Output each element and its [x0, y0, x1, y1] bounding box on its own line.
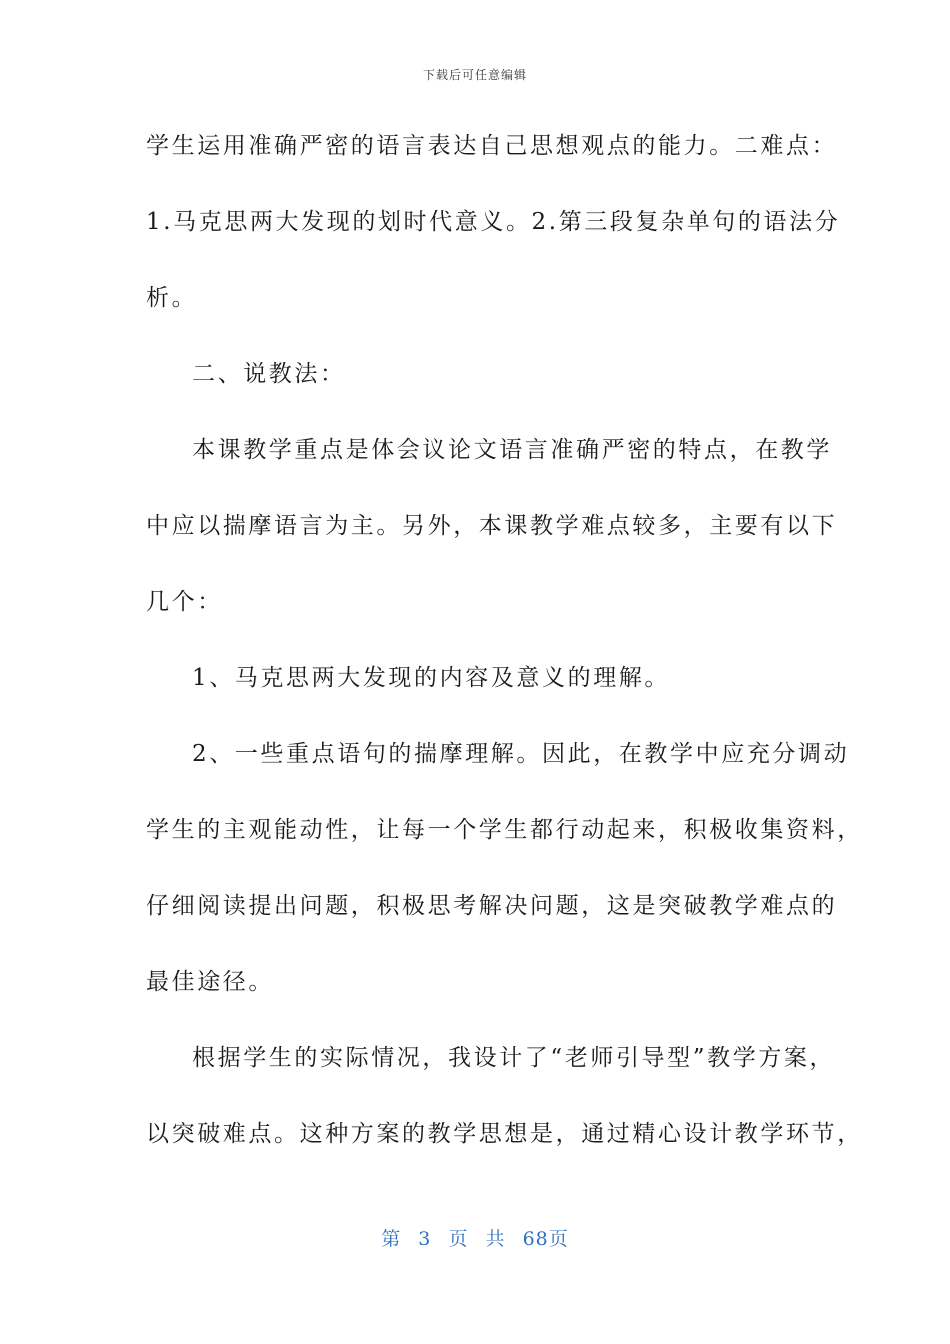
footer-prefix: 第: [381, 1228, 402, 1250]
body-line: 中应以揣摩语言为主。另外，本课教学难点较多，主要有以下: [146, 513, 838, 539]
body-line: 根据学生的实际情况，我设计了“老师引导型”教学方案，: [192, 1045, 836, 1071]
footer-total-pages: 68页: [522, 1228, 569, 1250]
page-header-note: 下载后可任意编辑: [422, 68, 527, 82]
body-line: 仔细阅读提出问题，积极思考解决问题，这是突破教学难点的: [146, 893, 838, 919]
footer-page-unit: 页: [448, 1228, 469, 1250]
body-line: 以突破难点。这种方案的教学思想是，通过精心设计教学环节，: [146, 1121, 863, 1147]
list-item: 1、马克思两大发现的内容及意义的理解。: [192, 665, 671, 691]
footer-total-label: 共: [485, 1228, 506, 1250]
section-heading: 二、说教法：: [192, 361, 346, 387]
body-line: 1.马克思两大发现的划时代意义。2.第三段复杂单句的语法分: [146, 209, 841, 235]
document-body: [146, 120, 863, 1184]
page-footer: [0, 1224, 950, 1251]
list-item: 2、一些重点语句的揣摩理解。因此，在教学中应充分调动: [192, 741, 850, 767]
body-line: 最佳途径。: [146, 969, 274, 995]
body-line: 析。: [146, 285, 198, 311]
body-line: 学生的主观能动性，让每一个学生都行动起来，积极收集资料，: [146, 817, 863, 843]
body-line: 本课教学重点是体会议论文语言准确严密的特点，在教学: [192, 437, 832, 463]
footer-page-number: 3: [418, 1228, 432, 1250]
body-line: 学生运用准确严密的语言表达自己思想观点的能力。二难点：: [146, 133, 838, 159]
body-line: 几个：: [146, 589, 223, 615]
